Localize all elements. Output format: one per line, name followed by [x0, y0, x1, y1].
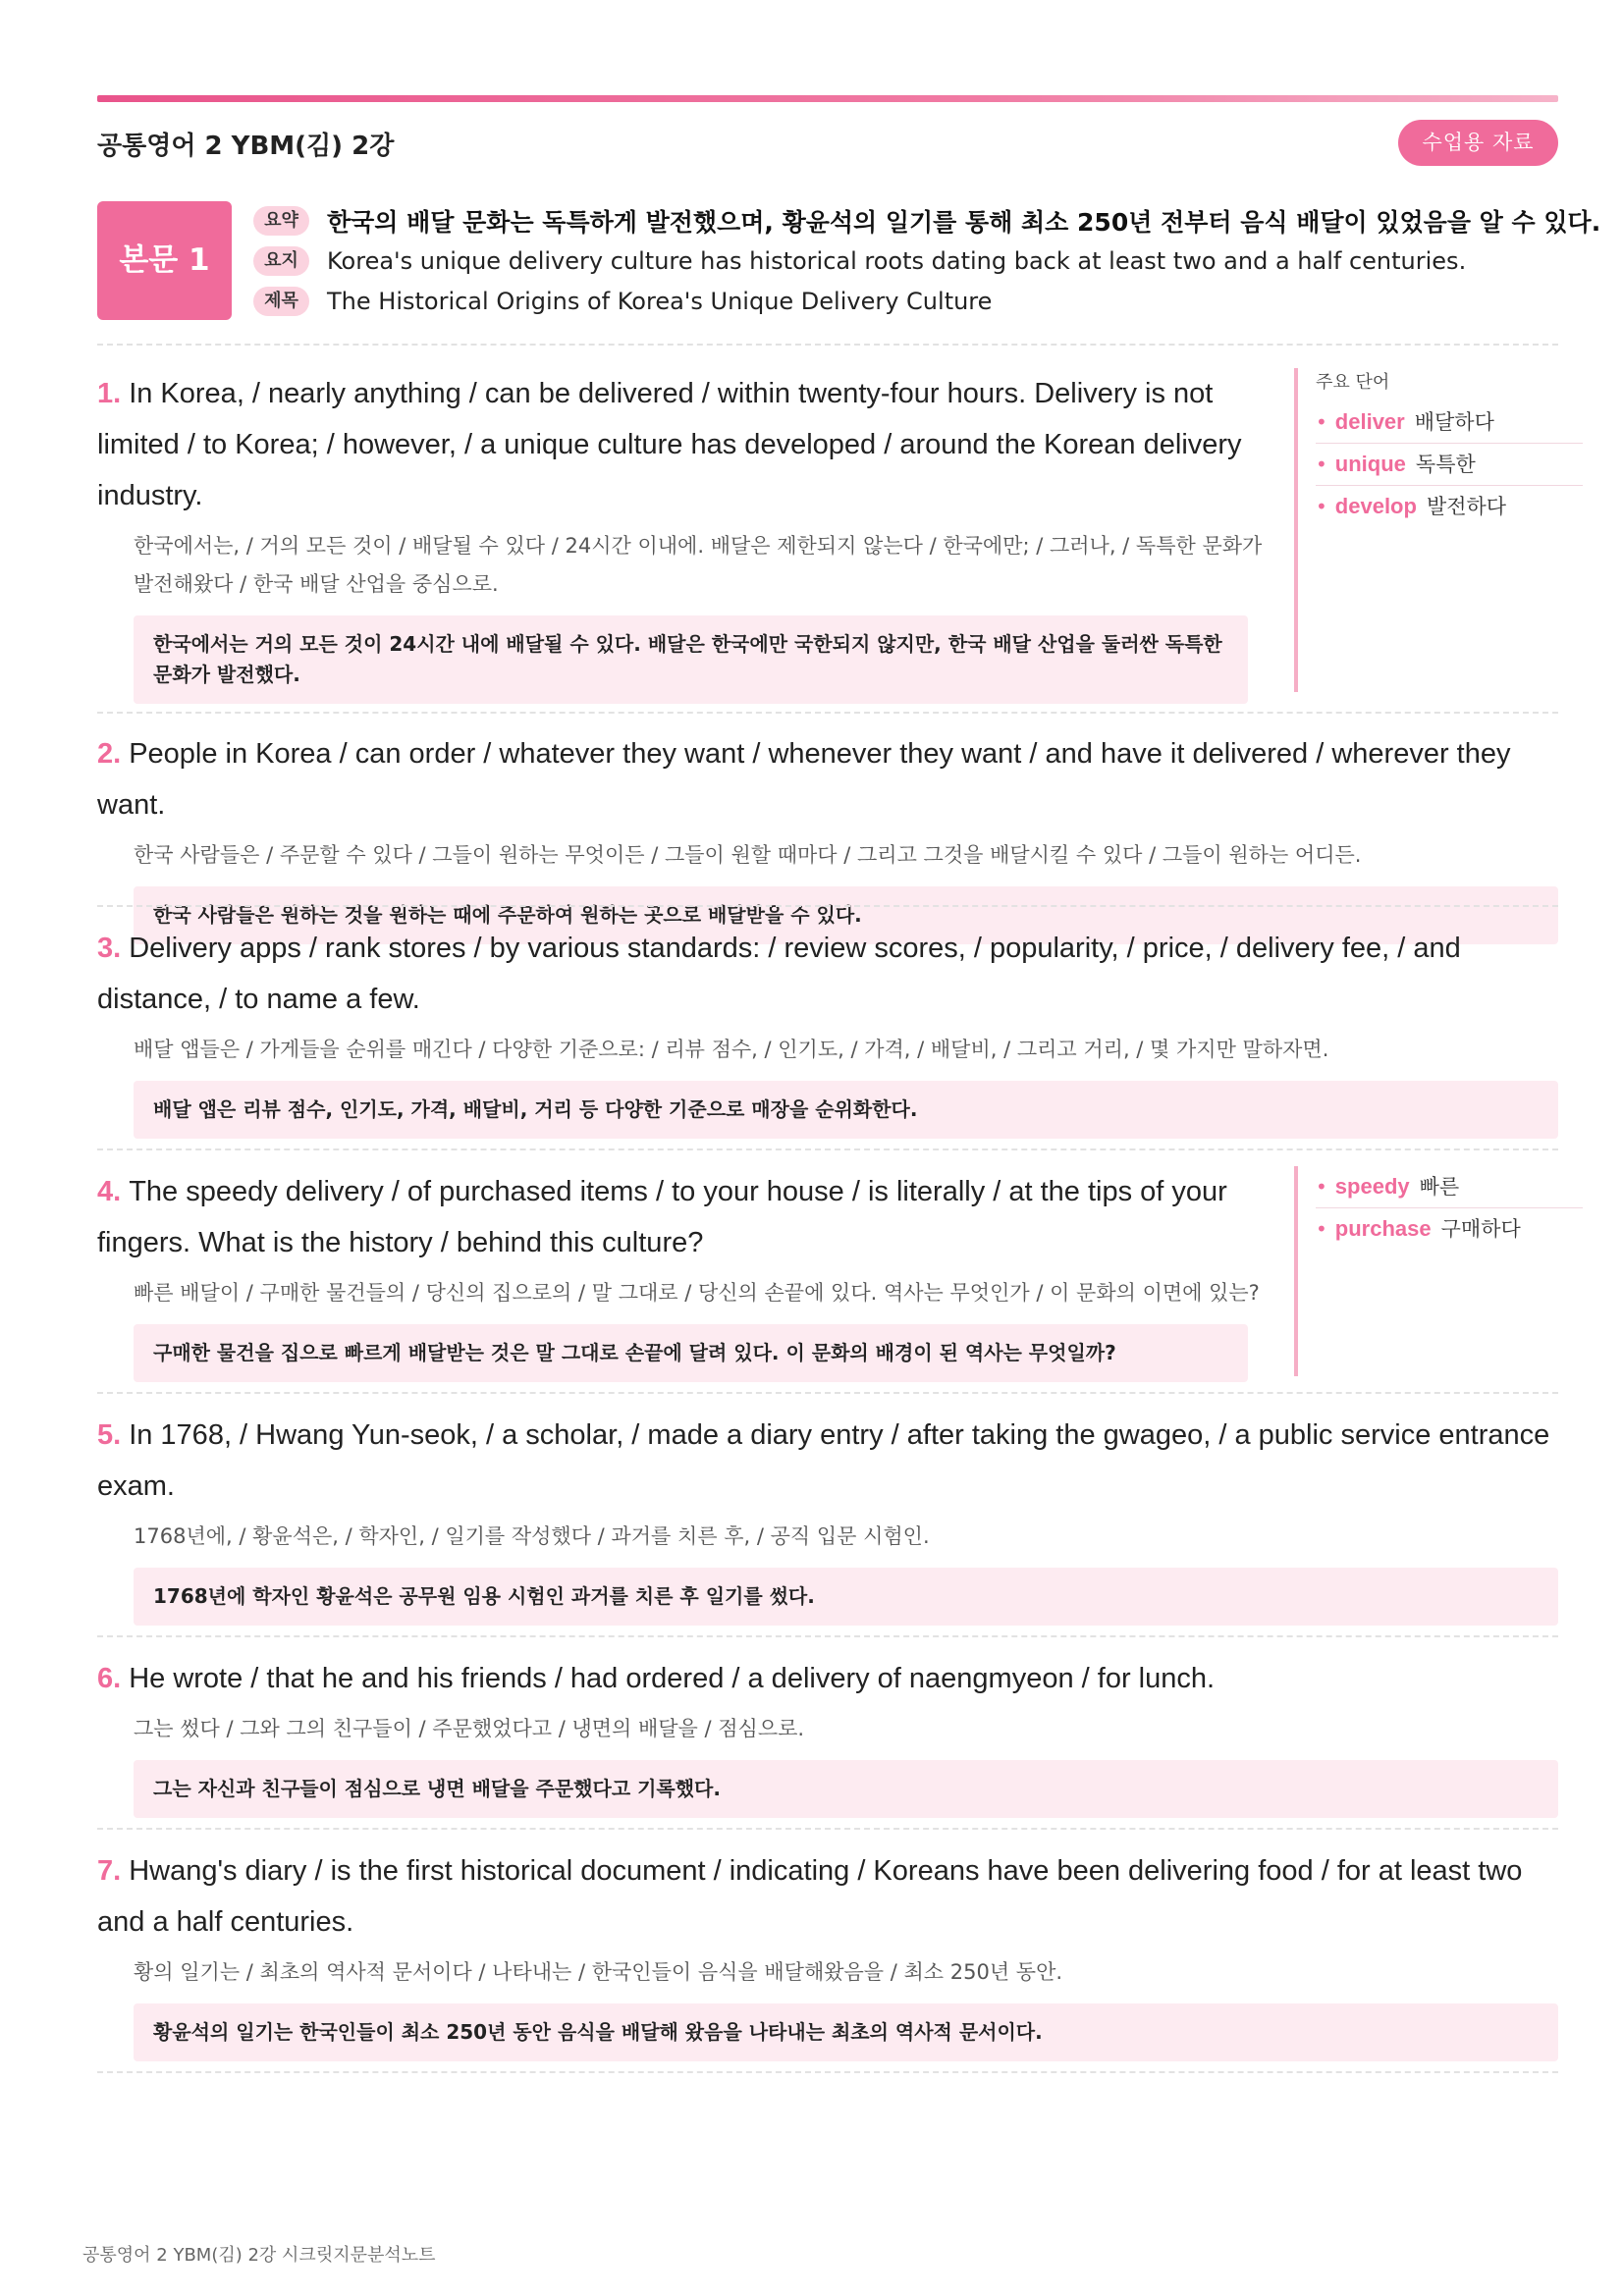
- sentence-5: [97, 1410, 1558, 1626]
- english-sentence: [97, 1166, 1275, 1268]
- vocab-title: 주요 단어: [1316, 372, 1390, 393]
- full-translation: 그는 자신과 친구들이 점심으로 냉면 배달을 주문했다고 기록했다.: [134, 1760, 1558, 1818]
- english-text: In 1768, / Hwang Yun-seok, / a scholar, / made a diary entry / after taking the gwageo, / a public service entrance exam.: [97, 1419, 1550, 1502]
- vocab-panel-2: [1294, 1166, 1583, 1376]
- vocab-item: • deliver 배달하다: [1316, 401, 1583, 444]
- divider: [97, 1828, 1558, 1830]
- sentence-number: 7.: [97, 1855, 122, 1887]
- title-tag: 제목: [253, 287, 309, 316]
- korean-chunk-translation: 1768년에, / 황윤석은, / 학자인, / 일기를 작성했다 / 과거를 치른 후, / 공직 입문 시험인.: [134, 1524, 930, 1548]
- top-accent-bar: [97, 95, 1558, 102]
- sentence-number: 4.: [97, 1176, 122, 1207]
- english-text: Hwang's diary / is the first historical document / indicating / Koreans have been delivering food / for at least two and a half centuries.: [97, 1855, 1523, 1938]
- korean-chunk-translation: 한국에서는, / 거의 모든 것이 / 배달될 수 있다 / 24시간 이내에. 배달은 제한되지 않는다 / 한국에만; / 그러나, / 독특한 문화가 발전해왔다 / 한국 배달 산업을 중심으로.: [134, 534, 1263, 596]
- full-translation: 황윤석의 일기는 한국인들이 최소 250년 동안 음식을 배달해 왔음을 나타내는 최초의 역사적 문서이다.: [134, 2003, 1558, 2061]
- english-sentence: [97, 1845, 1558, 1948]
- english-text: People in Korea / can order / whatever they want / whenever they want / and have it delivered / wherever they want.: [97, 738, 1511, 821]
- english-sentence: [97, 1653, 1558, 1704]
- gist-text: Korea's unique delivery culture has historical roots dating back at least two and a half centuries.: [327, 247, 1467, 275]
- full-translation: 한국 사람들은 원하는 것을 원하는 때에 주문하여 원하는 곳으로 배달받을 수 있다.: [134, 886, 1558, 944]
- vocab-item: • purchase 구매하다: [1316, 1216, 1521, 1241]
- divider: [97, 1635, 1558, 1637]
- section-label: 본문 1: [97, 201, 232, 320]
- divider: [97, 905, 1558, 907]
- divider: [97, 1392, 1558, 1394]
- footer-text: 공통영어 2 YBM(김) 2강 시크릿지문분석노트: [82, 2245, 436, 2266]
- sentence-1: [97, 368, 1275, 704]
- korean-chunk-translation: 황의 일기는 / 최초의 역사적 문서이다 / 나타내는 / 한국인들이 음식을 배달해왔음을 / 최소 250년 동안.: [134, 1960, 1063, 1984]
- sentence-number: 1.: [97, 378, 122, 409]
- sentence-4: [97, 1166, 1275, 1382]
- korean-chunk-translation: 배달 앱들은 / 가게들을 순위를 매긴다 / 다양한 기준으로: / 리뷰 점수, / 인기도, / 가격, / 배달비, / 그리고 거리, / 몇 가지만 말하자면.: [134, 1038, 1329, 1061]
- korean-chunk-translation: 한국 사람들은 / 주문할 수 있다 / 그들이 원하는 무엇이든 / 그들이 원할 때마다 / 그리고 그것을 배달시킬 수 있다 / 그들이 원하는 어디든.: [134, 843, 1362, 867]
- divider: [97, 712, 1558, 714]
- full-translation: 구매한 물건을 집으로 빠르게 배달받는 것은 말 그대로 손끝에 달려 있다. 이 문화의 배경이 된 역사는 무엇일까?: [134, 1324, 1248, 1382]
- sentence-7: [97, 1845, 1558, 2061]
- divider: [97, 2071, 1558, 2073]
- korean-chunk-translation: 그는 썼다 / 그와 그의 친구들이 / 주문했었다고 / 냉면의 배달을 / 점심으로.: [134, 1717, 805, 1740]
- sentence-3: [97, 923, 1558, 1139]
- sentence-number: 5.: [97, 1419, 122, 1451]
- vocab-item: • unique 독특한: [1316, 444, 1583, 486]
- summary-row: [253, 203, 1600, 239]
- english-text: Delivery apps / rank stores / by various standards: / review scores, / popularity, / price, / delivery fee, / and distance, / to name a few.: [97, 933, 1461, 1015]
- sentence-6: [97, 1653, 1558, 1818]
- english-text: The speedy delivery / of purchased items / to your house / is literally / at the tips of your fingers. What is the history / behind this culture?: [97, 1176, 1227, 1258]
- english-sentence: [97, 1410, 1558, 1512]
- document-title: 공통영어 2 YBM(김) 2강: [97, 132, 395, 161]
- gist-row: [253, 246, 1466, 276]
- vocab-item: • develop 발전하다: [1316, 494, 1507, 518]
- sentence-2: [97, 728, 1558, 944]
- vocab-item: • speedy 빠른: [1316, 1166, 1583, 1208]
- full-translation: 배달 앱은 리뷰 점수, 인기도, 가격, 배달비, 거리 등 다양한 기준으로 매장을 순위화한다.: [134, 1081, 1558, 1139]
- vocab-panel-1: [1294, 368, 1583, 692]
- english-text: He wrote / that he and his friends / had ordered / a delivery of naengmyeon / for lunch.: [129, 1663, 1216, 1694]
- divider: [97, 344, 1558, 346]
- sentence-number: 3.: [97, 933, 122, 964]
- korean-chunk-translation: 빠른 배달이 / 구매한 물건들의 / 당신의 집으로의 / 말 그대로 / 당신의 손끝에 있다. 역사는 무엇인가 / 이 문화의 이면에 있는?: [134, 1281, 1260, 1305]
- summary-text: 한국의 배달 문화는 독특하게 발전했으며, 황윤석의 일기를 통해 최소 250년 전부터 음식 배달이 있었음을 알 수 있다.: [327, 208, 1601, 237]
- english-sentence: [97, 368, 1275, 521]
- english-sentence: [97, 728, 1558, 830]
- passage-title: The Historical Origins of Korea's Unique Delivery Culture: [327, 288, 993, 315]
- sentence-number: 2.: [97, 738, 122, 770]
- english-text: In Korea, / nearly anything / can be delivered / within twenty-four hours. Delivery is not limited / to Korea; / however, / a unique culture has developed / around the Korean delivery industry.: [97, 378, 1242, 511]
- title-row: [253, 287, 992, 316]
- summary-tag: 요약: [253, 206, 309, 236]
- divider: [97, 1148, 1558, 1150]
- sentence-number: 6.: [97, 1663, 122, 1694]
- gist-tag: 요지: [253, 246, 309, 276]
- full-translation: 한국에서는 거의 모든 것이 24시간 내에 배달될 수 있다. 배달은 한국에만 국한되지 않지만, 한국 배달 산업을 둘러싼 독특한 문화가 발전했다.: [134, 615, 1248, 704]
- english-sentence: [97, 923, 1558, 1025]
- full-translation: 1768년에 학자인 황윤석은 공무원 임용 시험인 과거를 치른 후 일기를 썼다.: [134, 1568, 1558, 1626]
- class-material-badge: 수업용 자료: [1398, 120, 1558, 166]
